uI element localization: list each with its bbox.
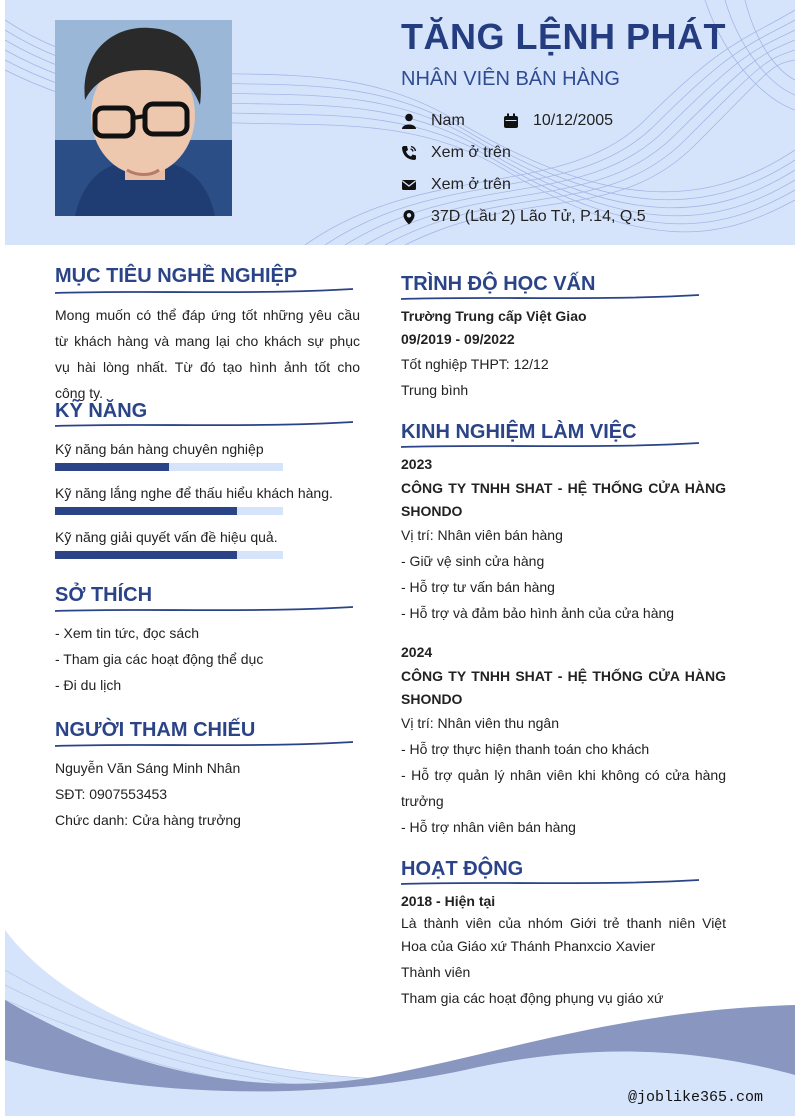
experience-underline (401, 441, 701, 451)
footer-credit: @joblike365.com (627, 1089, 763, 1106)
reference-phone: SĐT: 0907553453 (55, 786, 168, 802)
phone-row (401, 144, 511, 162)
birthdate-value: 10/12/2005 (533, 112, 614, 129)
email-value: Xem ở trên (431, 176, 511, 193)
profile-photo (55, 20, 232, 216)
skill-label: Kỹ năng giải quyết vấn đề hiệu quả. (55, 529, 278, 545)
skill-bar (55, 551, 283, 559)
job-year: 2023 (401, 456, 433, 472)
skill-bar-fill (55, 463, 169, 471)
candidate-name: TĂNG LỆNH PHÁT (401, 16, 726, 57)
skills-underline (55, 420, 355, 430)
education-underline (401, 293, 701, 303)
activity-description: Là thành viên của nhóm Giới trẻ thanh niên Việt Hoa của Giáo xứ Thánh Phanxcio Xavier (401, 915, 726, 954)
job-task: - Hỗ trợ nhân viên bán hàng (401, 819, 576, 835)
reference-name: Nguyễn Văn Sáng Minh Nhân (55, 760, 241, 776)
job-task: - Giữ vệ sinh cửa hàng (401, 553, 545, 569)
activities-underline (401, 878, 701, 888)
candidate-role: NHÂN VIÊN BÁN HÀNG (401, 68, 620, 90)
objective-text: Mong muốn có thể đáp ứng tốt những yêu cầu từ khách hàng và mang lại cho khách sự phục vụ hài lòng nhất. Từ đó tạo hình ảnh tốt cho công ty. (55, 307, 360, 401)
hobbies-title: SỞ THÍCH (55, 584, 153, 606)
education-school: Trường Trung cấp Việt Giao (401, 308, 587, 324)
reference-underline (55, 740, 355, 750)
hobbies-underline (55, 605, 355, 615)
education-rank: Trung bình (401, 382, 469, 398)
birthdate-row (503, 112, 613, 130)
job-year: 2024 (401, 644, 433, 660)
activity-role: Thành viên (401, 964, 471, 980)
header-banner (5, 0, 795, 245)
job-task: - Hỗ trợ và đảm bảo hình ảnh của cửa hàng (401, 605, 675, 621)
job-position: Vị trí: Nhân viên thu ngân (401, 715, 559, 731)
hobby-item: - Xem tin tức, đọc sách (55, 625, 199, 641)
activity-detail: Tham gia các hoạt động phụng vụ giáo xứ (401, 990, 664, 1006)
job-company: CÔNG TY TNHH SHAT - HỆ THỐNG CỬA HÀNG SHONDO (401, 668, 726, 707)
skill-label: Kỹ năng lắng nghe để thấu hiểu khách hàng. (55, 485, 333, 501)
gender-row (401, 112, 465, 130)
calendar-icon (503, 113, 519, 129)
skill-bar (55, 507, 283, 515)
location-icon (401, 209, 417, 225)
skill-bar-fill (55, 507, 237, 515)
job-position: Vị trí: Nhân viên bán hàng (401, 527, 563, 543)
experience-title: KINH NGHIỆM LÀM VIỆC (401, 421, 637, 443)
education-title: TRÌNH ĐỘ HỌC VẤN (401, 273, 596, 295)
gender-value: Nam (431, 112, 465, 129)
address-value: 37D (Lầu 2) Lão Tử, P.14, Q.5 (431, 208, 646, 225)
education-detail: Tốt nghiệp THPT: 12/12 (401, 356, 549, 372)
phone-value: Xem ở trên (431, 144, 511, 161)
activities-title: HOẠT ĐỘNG (401, 858, 524, 880)
skill-bar-fill (55, 551, 237, 559)
cv-page (5, 0, 795, 1116)
user-icon (401, 113, 417, 129)
activity-period: 2018 - Hiện tại (401, 893, 496, 909)
hobby-item: - Đi du lịch (55, 677, 122, 693)
objective-title: MỤC TIÊU NGHỀ NGHIỆP (55, 265, 298, 287)
hobby-item: - Tham gia các hoạt động thể dục (55, 651, 264, 667)
skill-bar (55, 463, 283, 471)
skills-title: KỸ NĂNG (55, 400, 148, 422)
address-row (401, 208, 646, 226)
job-task: - Hỗ trợ thực hiện thanh toán cho khách (401, 741, 650, 757)
reference-title: NGƯỜI THAM CHIẾU (55, 719, 256, 741)
education-period: 09/2019 - 09/2022 (401, 331, 515, 347)
skill-label: Kỹ năng bán hàng chuyên nghiệp (55, 441, 264, 457)
job-company: CÔNG TY TNHH SHAT - HỆ THỐNG CỬA HÀNG SHONDO (401, 480, 726, 519)
objective-underline (55, 287, 355, 297)
email-icon (401, 177, 417, 193)
job-task: - Hỗ trợ tư vấn bán hàng (401, 579, 555, 595)
phone-icon (401, 145, 417, 161)
email-row (401, 176, 511, 194)
job-task: - Hỗ trợ quản lý nhân viên khi không có cửa hàng trưởng (401, 767, 726, 809)
reference-position: Chức danh: Cửa hàng trưởng (55, 812, 241, 828)
